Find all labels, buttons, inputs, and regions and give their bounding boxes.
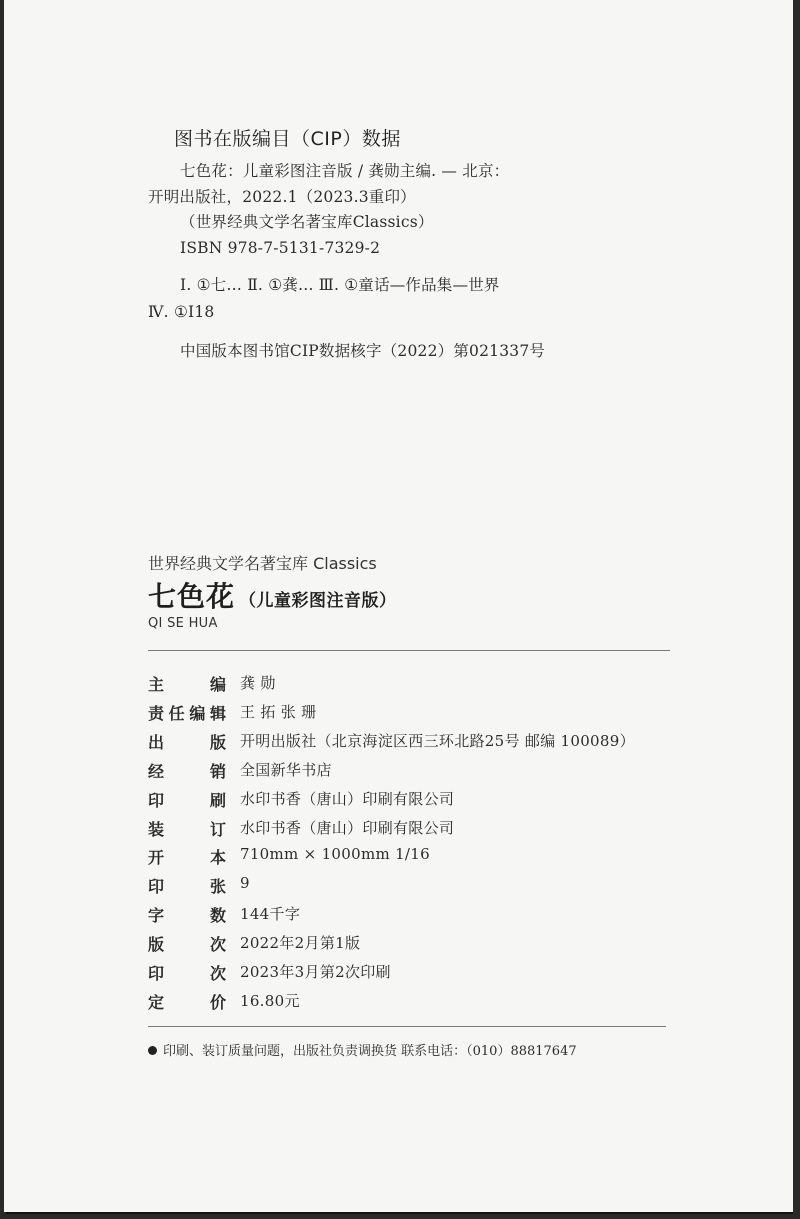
info-value: 全国新华书店 xyxy=(240,760,332,779)
footer-note xyxy=(148,1040,577,1059)
series-name: 世界经典文学名著宝库 Classics xyxy=(148,554,377,573)
info-label-char: 定 xyxy=(148,992,165,1012)
bullet-icon xyxy=(148,1046,157,1055)
info-label-char: 次 xyxy=(209,935,226,955)
copyright-page xyxy=(4,0,793,1212)
info-label xyxy=(148,759,226,782)
info-label-char: 印 xyxy=(148,877,165,897)
divider-top xyxy=(148,650,670,651)
info-label-char: 印 xyxy=(148,790,165,810)
info-value: 2022年2月第1版 xyxy=(240,934,361,953)
info-value: 2023年3月第2次印刷 xyxy=(240,963,391,981)
info-label-char: 次 xyxy=(209,964,226,983)
info-label-char: 价 xyxy=(209,992,226,1012)
book-subtitle: （儿童彩图注音版） xyxy=(239,591,397,611)
cip-line: 开明出版社，2022.1（2023.3重印） xyxy=(148,188,416,206)
cip-data-number: 中国版本图书馆CIP数据核字（2022）第021337号 xyxy=(180,342,546,360)
info-label xyxy=(148,845,226,868)
info-label-char: 张 xyxy=(209,877,226,897)
info-label xyxy=(148,874,226,897)
cip-title: 图书在版编目（CIP）数据 xyxy=(174,128,401,150)
info-label-char: 版 xyxy=(209,732,226,752)
info-value: 水印书香（唐山）印刷有限公司 xyxy=(240,818,455,837)
info-value: 9 xyxy=(240,874,250,893)
info-label-char: 订 xyxy=(209,819,226,839)
info-label xyxy=(148,730,226,753)
info-label-char: 出 xyxy=(148,732,165,752)
info-label xyxy=(148,961,226,984)
info-label-char: 刷 xyxy=(209,790,226,810)
book-title-main: 七色花 xyxy=(148,580,236,613)
info-value: 16.80元 xyxy=(240,991,300,1010)
cip-line: （世界经典文学名著宝库Classics） xyxy=(180,213,434,231)
info-label-char: 编 xyxy=(209,675,226,694)
cip-line: Ⅰ. ①七… Ⅱ. ①龚… Ⅲ. ①童话—作品集—世界 xyxy=(180,276,500,294)
info-label-char: 版 xyxy=(148,935,165,955)
cip-line: 七色花：儿童彩图注音版 / 龚勋主编. — 北京： xyxy=(180,162,510,180)
cip-line: Ⅳ. ①I18 xyxy=(148,303,215,321)
divider-bottom xyxy=(148,1026,666,1027)
info-value: 龚 勋 xyxy=(240,674,276,692)
scan-edge xyxy=(793,0,800,1219)
info-label-char: 开 xyxy=(148,848,165,868)
info-value: 144千字 xyxy=(240,905,301,924)
info-value: 王 拓 张 珊 xyxy=(240,702,317,721)
info-label xyxy=(148,932,226,955)
info-label-char: 本 xyxy=(209,848,226,868)
info-label-char: 经 xyxy=(148,761,165,781)
info-label-char: 编 xyxy=(189,703,206,723)
info-label-char: 数 xyxy=(209,906,226,926)
info-label-char: 装 xyxy=(148,819,165,839)
info-value: 710mm × 1000mm 1/16 xyxy=(240,845,430,864)
info-label-char: 责 xyxy=(148,703,165,723)
info-label xyxy=(148,701,226,724)
info-label xyxy=(148,990,226,1013)
info-label xyxy=(148,672,226,695)
info-value: 水印书香（唐山）印刷有限公司 xyxy=(240,789,455,808)
cip-line: ISBN 978-7-5131-7329-2 xyxy=(180,239,381,257)
info-label-char: 任 xyxy=(168,703,185,723)
footer-text: 印刷、装订质量问题，出版社负责调换货 联系电话：（010）88817647 xyxy=(163,1044,577,1059)
info-value: 开明出版社（北京海淀区西三环北路25号 邮编 100089） xyxy=(240,731,635,750)
info-label xyxy=(148,903,226,926)
info-label xyxy=(148,817,226,840)
book-pinyin: QI SE HUA xyxy=(148,616,218,631)
info-label-char: 印 xyxy=(148,964,165,983)
info-label xyxy=(148,788,226,811)
info-label-char: 辑 xyxy=(209,703,226,723)
info-label-char: 销 xyxy=(209,761,226,781)
info-label-char: 字 xyxy=(148,906,165,926)
book-title xyxy=(148,575,397,615)
info-label-char: 主 xyxy=(148,675,165,694)
